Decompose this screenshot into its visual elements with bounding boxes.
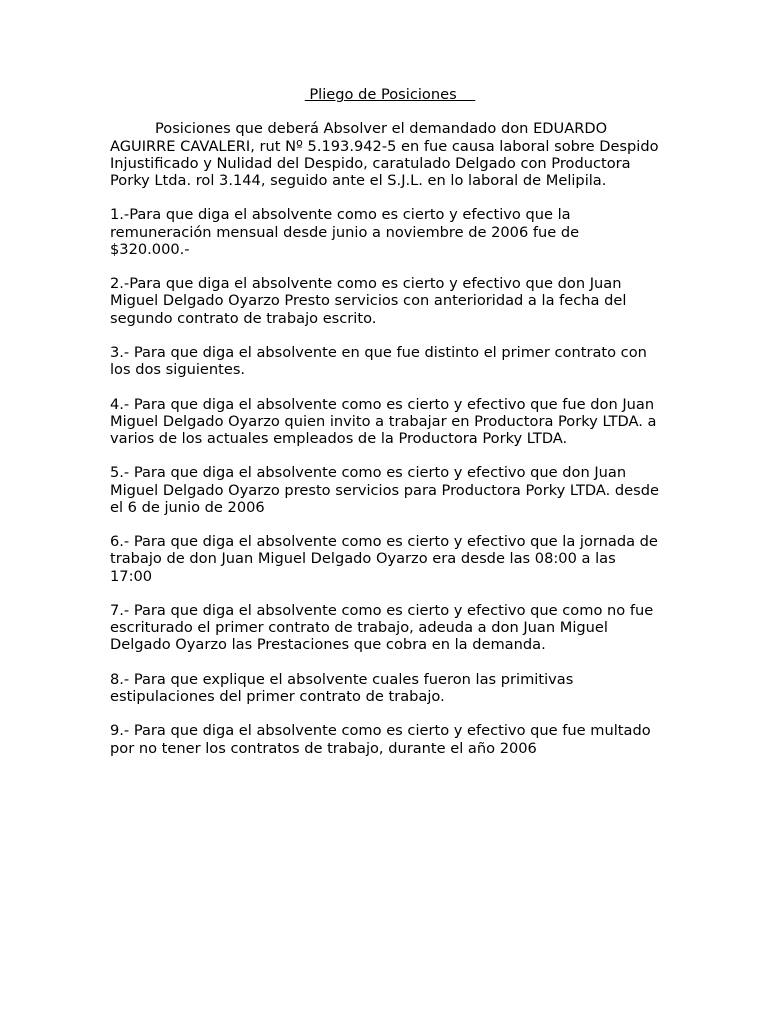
position-2: 2.-Para que diga el absolvente como es cierto y efectivo que don Juan Miguel Delgado Oyarzo Presto servicios con anterioridad a la fecha del segundo contrato de trabajo escrito. — [110, 275, 627, 327]
intro-paragraph: Posiciones que deberá Absolver el demandado don EDUARDO AGUIRRE CAVALERI, rut Nº 5.193.942-5 en fue causa laboral sobre Despido Injustificado y Nulidad del Despido, caratulado Delgado con Productora Porky Ltda. rol 3.144, seguido ante el S.J.L. en lo laboral de Melipila. — [110, 120, 659, 189]
document-title: Pliego de Posiciones — [304, 86, 476, 103]
position-5: 5.- Para que diga el absolvente como es cierto y efectivo que don Juan Miguel Delgado Oyarzo presto servicios para Productora Porky LTDA. desde el 6 de junio de 2006 — [110, 464, 660, 516]
position-7: 7.- Para que diga el absolvente como es cierto y efectivo que como no fue escriturado el primer contrato de trabajo, adeuda a don Juan Miguel Delgado Oyarzo las Prestaciones que cobra en la demanda. — [110, 601, 654, 654]
position-8: 8.- Para que explique el absolvente cuales fueron las primitivas estipulaciones del primer contrato de trabajo. — [110, 670, 574, 705]
position-3: 3.- Para que diga el absolvente en que fue distinto el primer contrato con los dos siguientes. — [110, 343, 647, 379]
position-4: 4.- Para que diga el absolvente como es cierto y efectivo que fue don Juan Miguel Delgado Oyarzo quien invito a trabajar en Productora Porky LTDA. a varios de los actuales empleados de la Productora Porky LTDA. — [110, 395, 657, 447]
position-6: 6.- Para que diga el absolvente como es cierto y efectivo que la jornada de trabajo de don Juan Miguel Delgado Oyarzo era desde las 08:00 a las 17:00 — [110, 533, 658, 585]
document-body — [110, 86, 660, 774]
position-9: 9.- Para que diga el absolvente como es cierto y efectivo que fue multado por no tener los contratos de trabajo, durante el año 2006 — [110, 722, 651, 757]
position-1: 1.-Para que diga el absolvente como es cierto y efectivo que la remuneración mensual desde junio a noviembre de 2006 fue de $320.000.- — [110, 206, 580, 258]
